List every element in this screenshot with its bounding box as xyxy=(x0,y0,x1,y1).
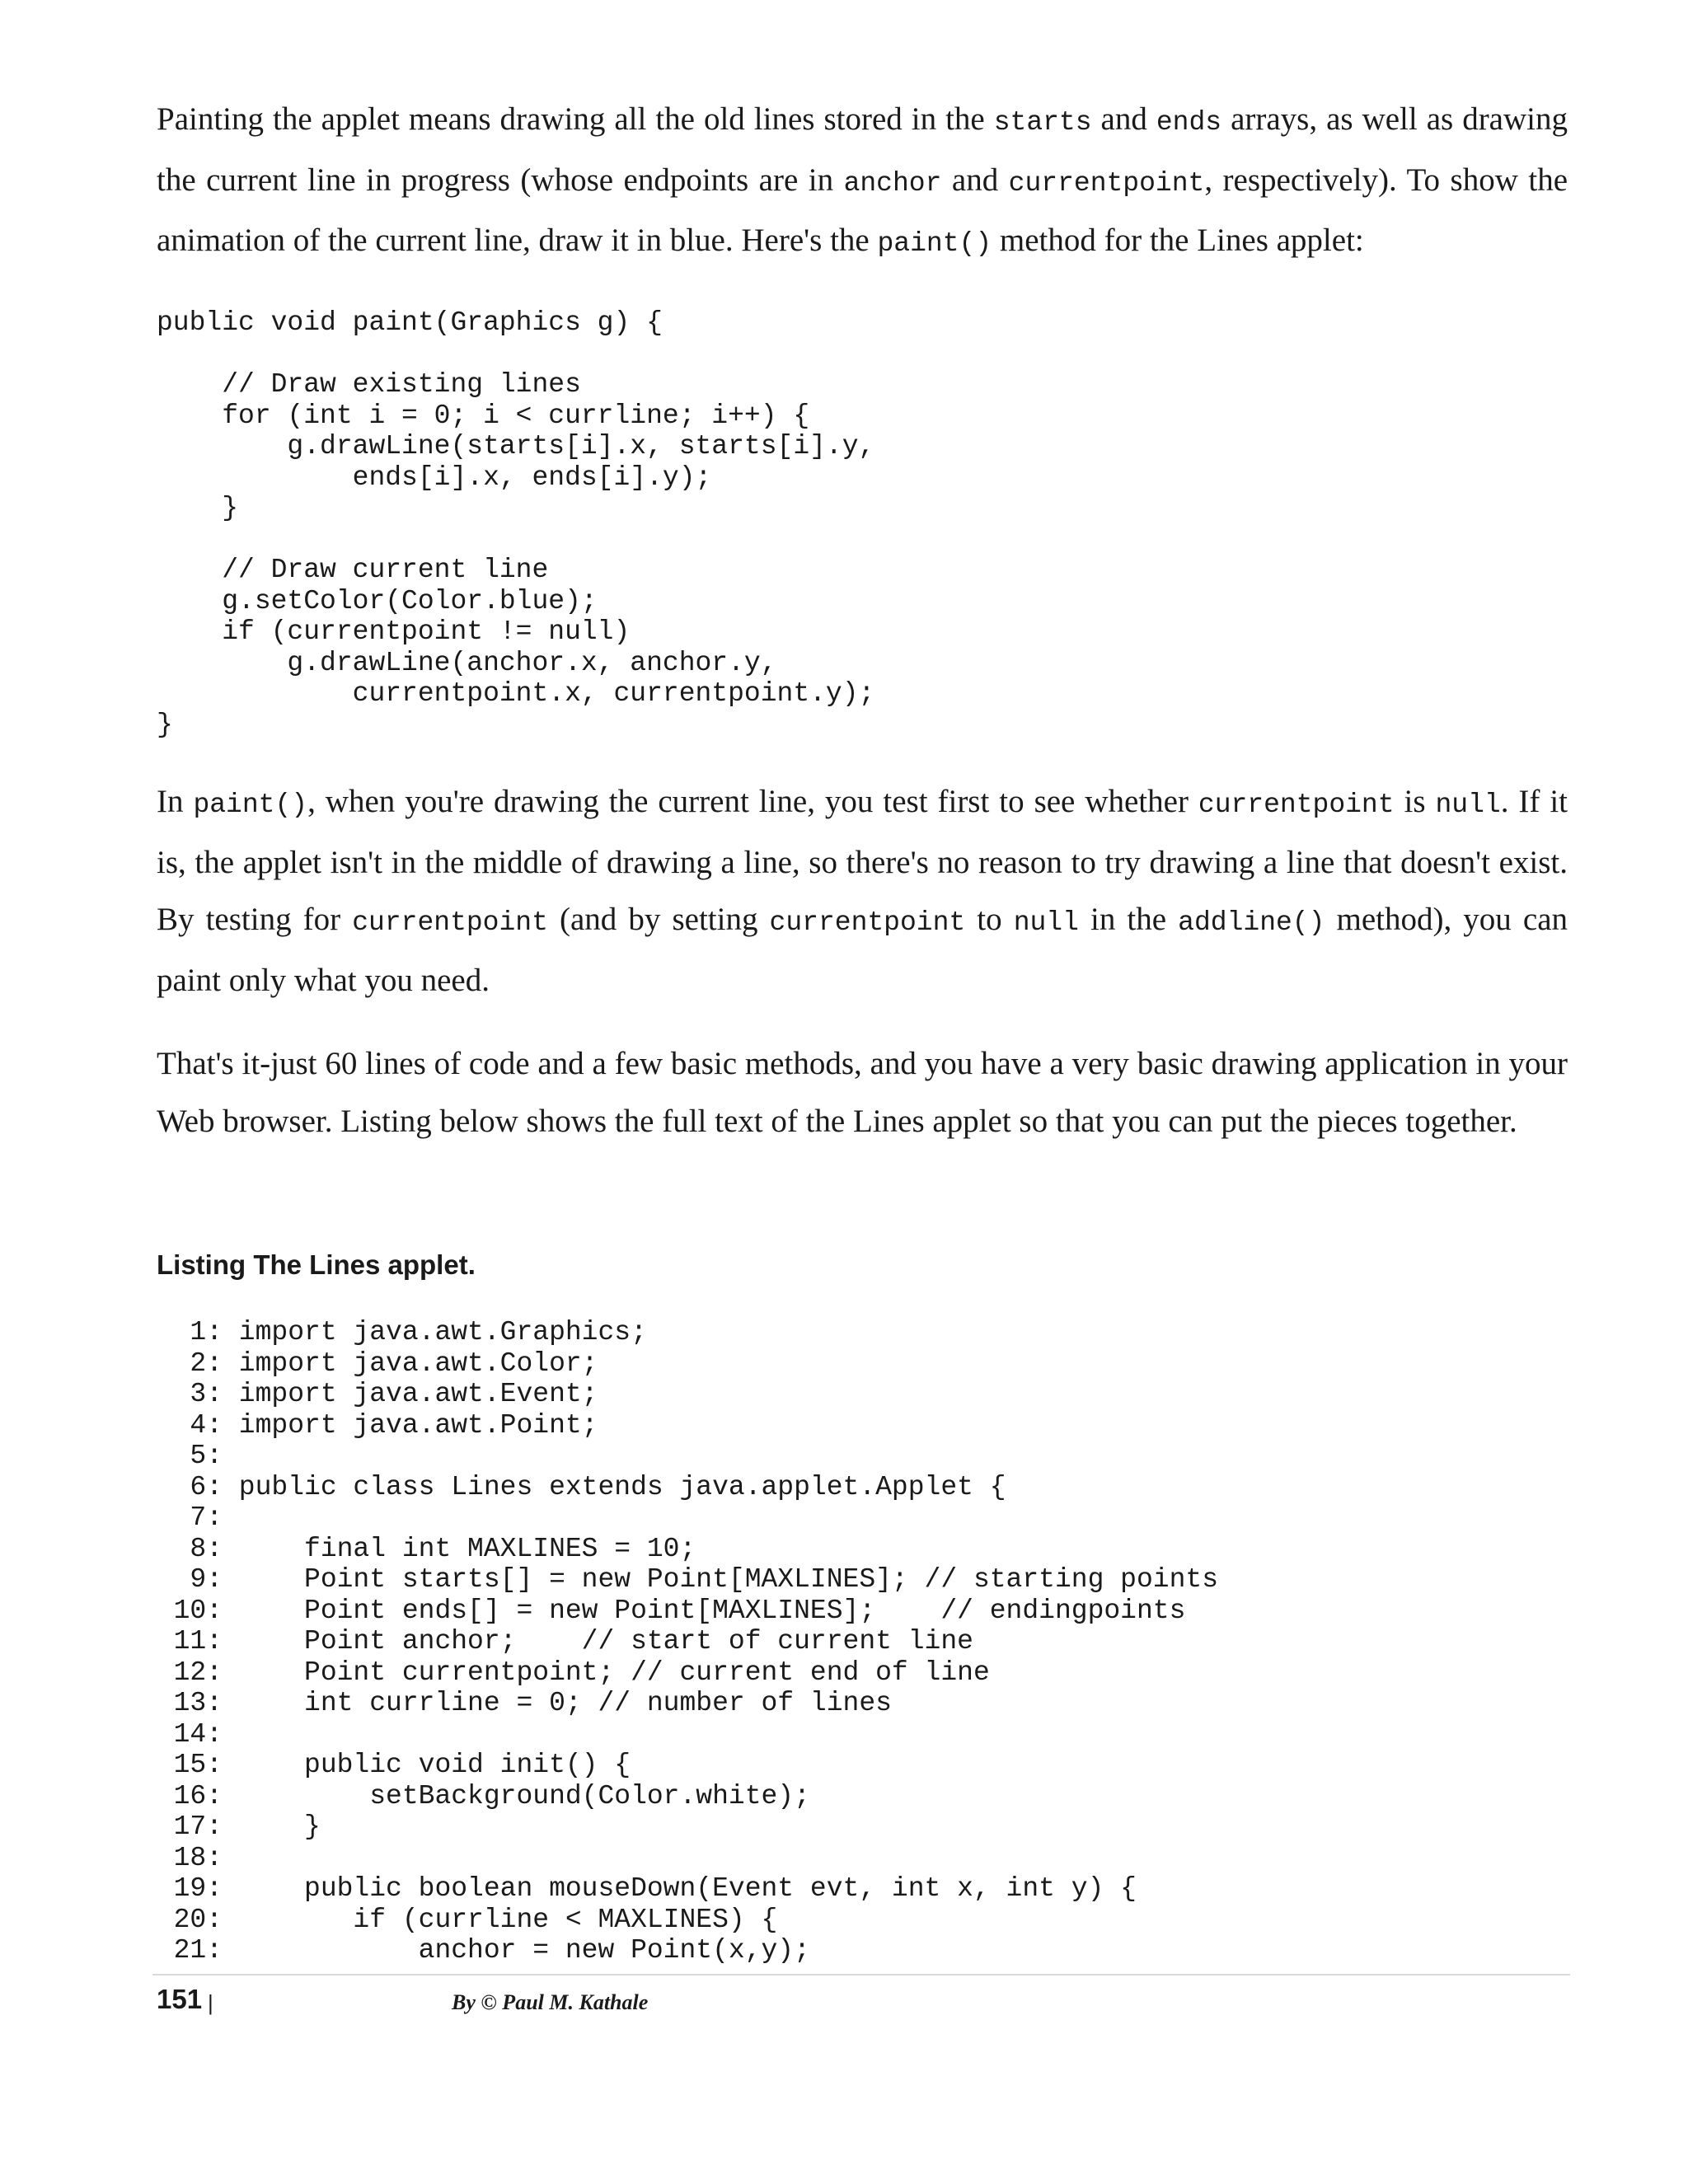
footer-divider xyxy=(152,1974,1570,1975)
line-number: 12: xyxy=(173,1657,223,1688)
inline-code: currentpoint xyxy=(1008,167,1205,199)
line-number: 2: xyxy=(190,1347,223,1379)
listing-line xyxy=(157,1502,1218,1534)
listing-line xyxy=(157,1626,1218,1657)
paragraph-text: method), you can paint only what you need. xyxy=(157,902,1568,998)
code-line: if (currentpoint != null) xyxy=(157,616,631,647)
listing-line xyxy=(157,1843,1218,1874)
listing-line xyxy=(157,1688,1218,1719)
inline-code: anchor xyxy=(843,167,942,199)
page-number: 151 xyxy=(157,1984,203,2014)
listing-code-text xyxy=(223,1719,239,1750)
code-line: g.drawLine(starts[i].x, starts[i].y, xyxy=(157,431,875,462)
line-number: 20: xyxy=(173,1904,223,1935)
listing-code-text: setBackground(Color.white); xyxy=(223,1780,810,1811)
paragraph-text: to xyxy=(965,902,1014,937)
listing-line xyxy=(157,1472,1218,1503)
line-number: 11: xyxy=(173,1626,223,1657)
listing-code-text: import java.awt.Event; xyxy=(223,1379,598,1409)
listing-code-text: if (currline < MAXLINES) { xyxy=(223,1904,778,1935)
paragraph-text: is xyxy=(1394,784,1436,819)
paragraph-text: . If it is, the applet isn't in the middle of drawing a line, so there's no reason to try drawing a line that doesn't exist. By testing for xyxy=(157,784,1568,937)
code-line xyxy=(157,339,874,370)
paragraph-text: method for the Lines applet: xyxy=(992,223,1364,258)
paragraph-text: arrays, as well as drawing the current line in progress (whose endpoints are in xyxy=(157,101,1568,198)
code-line: currentpoint.x, currentpoint.y); xyxy=(157,678,875,709)
listing-line xyxy=(157,1317,1218,1348)
line-number: 19: xyxy=(173,1873,223,1904)
inline-code: currentpoint xyxy=(1198,790,1395,820)
listing-line xyxy=(157,1781,1218,1812)
line-number: 10: xyxy=(173,1595,223,1626)
listing-title: Listing The Lines applet. xyxy=(157,1249,476,1280)
listing-code-text: public class Lines extends java.applet.Applet { xyxy=(223,1471,1006,1502)
paragraph-text: and xyxy=(1091,101,1156,137)
code-line: ends[i].x, ends[i].y); xyxy=(157,462,712,493)
paragraph-text: That's it-just 60 lines of code and a few basic methods, and you have a very basic drawing application in your Web browser. Listing below shows the full text of the Lines applet so that you can put the pieces together. xyxy=(157,1046,1568,1139)
line-number: 9: xyxy=(190,1564,223,1595)
code-line: for (int i = 0; i < currline; i++) { xyxy=(157,400,810,431)
listing-code-text: Point currentpoint; // current end of line xyxy=(223,1657,990,1688)
line-number: 6: xyxy=(190,1471,223,1502)
listing-line xyxy=(157,1596,1218,1627)
paragraph-text: , when you're drawing the current line, you test first to see whether xyxy=(307,784,1198,819)
listing-code-text: Point starts[] = new Point[MAXLINES]; // starting points xyxy=(223,1564,1218,1595)
listing-code-text: public void init() { xyxy=(223,1750,631,1780)
line-number: 4: xyxy=(190,1409,223,1441)
code-line: g.drawLine(anchor.x, anchor.y, xyxy=(157,647,777,678)
code-line: } xyxy=(157,493,239,523)
page-number-separator: | xyxy=(208,1990,213,2015)
listing-line xyxy=(157,1379,1218,1410)
paragraph-text: In xyxy=(157,784,194,819)
listing-line xyxy=(157,1905,1218,1936)
body-paragraph xyxy=(157,91,1568,273)
paragraph-text: (and by setting xyxy=(547,902,770,937)
listing-code-text: Point anchor; // start of current line xyxy=(223,1626,973,1657)
line-number: 14: xyxy=(173,1718,223,1750)
code-line: g.setColor(Color.blue); xyxy=(157,585,598,616)
listing-line xyxy=(157,1750,1218,1781)
listing-code-text xyxy=(223,1502,239,1533)
inline-code: null xyxy=(1013,907,1079,938)
listing-line xyxy=(157,1441,1218,1472)
listing-line xyxy=(157,1657,1218,1689)
line-number: 21: xyxy=(173,1935,223,1966)
listing-line xyxy=(157,1811,1218,1843)
listing-line xyxy=(157,1935,1218,1966)
listing-code-text: public boolean mouseDown(Event evt, int x, int y) { xyxy=(223,1873,1137,1904)
listing-code-text: import java.awt.Point; xyxy=(223,1409,598,1441)
line-number: 15: xyxy=(173,1750,223,1780)
listing-code-text: import java.awt.Color; xyxy=(223,1347,598,1379)
code-line: // Draw existing lines xyxy=(157,369,581,400)
line-number: 8: xyxy=(190,1533,223,1564)
paint-method-code-block xyxy=(157,307,874,740)
inline-code: currentpoint xyxy=(769,907,966,938)
paragraph-text: and xyxy=(941,162,1009,198)
line-number: 16: xyxy=(173,1780,223,1811)
paragraph-text: , respectively). To show the animation of the current line, draw it in blue. Here's the xyxy=(157,162,1568,258)
inline-code: paint() xyxy=(877,228,992,259)
listing-code-text: final int MAXLINES = 10; xyxy=(223,1533,696,1564)
line-number: 18: xyxy=(173,1842,223,1873)
paragraph-text: in the xyxy=(1078,902,1179,937)
line-number: 1: xyxy=(190,1317,223,1347)
listing-line xyxy=(157,1410,1218,1441)
listing-code-text: import java.awt.Graphics; xyxy=(223,1317,647,1347)
body-paragraph xyxy=(157,1035,1568,1150)
line-number: 17: xyxy=(173,1811,223,1842)
body-paragraph xyxy=(157,773,1568,1009)
line-number: 13: xyxy=(173,1688,223,1718)
listing-code-text: Point ends[] = new Point[MAXLINES]; // endingpoints xyxy=(223,1595,1186,1626)
code-line: } xyxy=(157,709,173,740)
inline-code: null xyxy=(1435,790,1501,820)
code-line: // Draw current line xyxy=(157,555,549,585)
listing-line xyxy=(157,1873,1218,1905)
listing-code-text: } xyxy=(223,1811,321,1842)
line-number: 5: xyxy=(190,1441,223,1471)
paragraph-text: Painting the applet means drawing all the old lines stored in the xyxy=(157,101,994,137)
inline-code: ends xyxy=(1156,107,1222,138)
line-number: 7: xyxy=(190,1502,223,1533)
listing-code-text xyxy=(223,1843,239,1873)
footer-author: By © Paul M. Kathale xyxy=(452,1990,649,2014)
listing-line xyxy=(157,1348,1218,1380)
inline-code: currentpoint xyxy=(352,907,548,938)
listing-line xyxy=(157,1564,1218,1596)
listing-line xyxy=(157,1719,1218,1750)
listing-line xyxy=(157,1534,1218,1565)
inline-code: starts xyxy=(993,107,1092,138)
listing-code-text: int currline = 0; // number of lines xyxy=(223,1688,892,1718)
code-line xyxy=(157,524,874,555)
listing-code-text xyxy=(223,1441,239,1471)
inline-code: addline() xyxy=(1178,907,1325,938)
inline-code: paint() xyxy=(193,790,308,820)
line-number: 3: xyxy=(190,1379,223,1409)
code-line: public void paint(Graphics g) { xyxy=(157,307,663,338)
listing-code-block xyxy=(157,1317,1218,1966)
listing-code-text: anchor = new Point(x,y); xyxy=(223,1935,810,1966)
